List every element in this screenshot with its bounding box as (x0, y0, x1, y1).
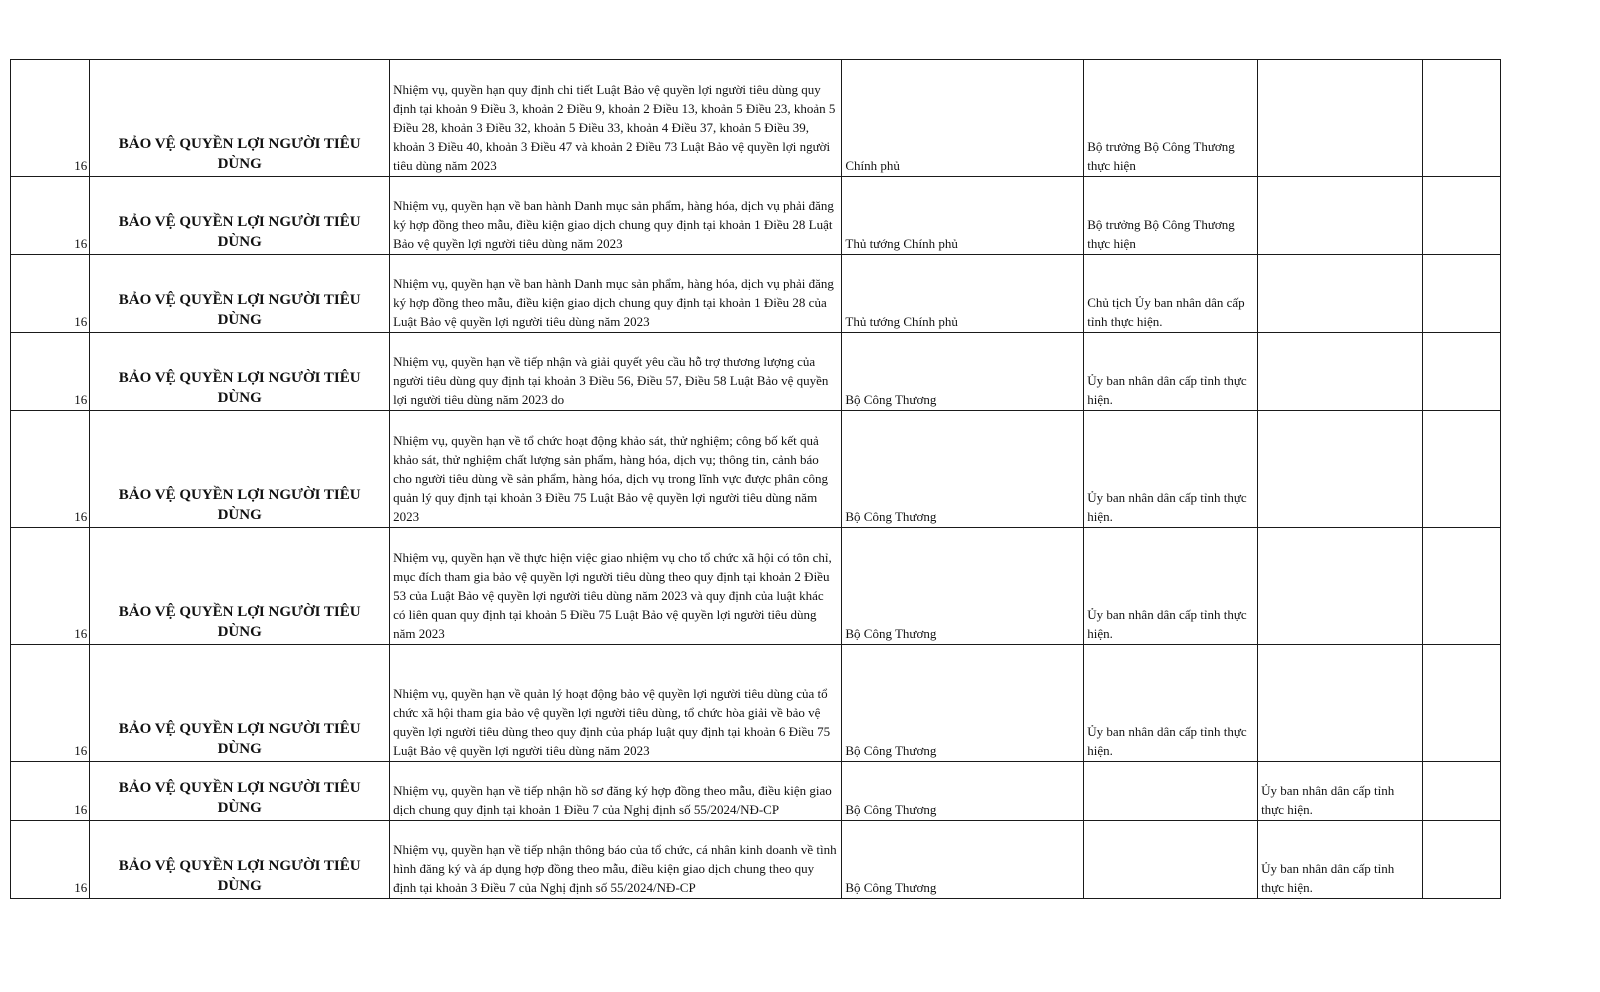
row-number: 16 (11, 528, 90, 645)
row-number: 16 (11, 645, 90, 762)
row-number: 16 (11, 60, 90, 177)
field-name: BẢO VỆ QUYỀN LỢI NGƯỜI TIÊU DÙNG (90, 177, 390, 255)
other-authority (1258, 60, 1423, 177)
field-name: BẢO VỆ QUYỀN LỢI NGƯỜI TIÊU DÙNG (90, 255, 390, 333)
new-authority: Bộ trưởng Bộ Công Thương thực hiện (1084, 60, 1258, 177)
document-table (10, 59, 1501, 899)
row-number: 16 (11, 411, 90, 528)
new-authority: Ủy ban nhân dân cấp tỉnh thực hiện. (1084, 528, 1258, 645)
new-authority: Ủy ban nhân dân cấp tỉnh thực hiện. (1084, 411, 1258, 528)
current-authority: Thủ tướng Chính phủ (842, 255, 1084, 333)
current-authority: Chính phủ (842, 60, 1084, 177)
other-authority (1258, 333, 1423, 411)
other-authority: Ủy ban nhân dân cấp tỉnh thực hiện. (1258, 762, 1423, 821)
table-row (11, 762, 1501, 821)
field-name: BẢO VỆ QUYỀN LỢI NGƯỜI TIÊU DÙNG (90, 762, 390, 821)
other-authority (1258, 645, 1423, 762)
task-description: Nhiệm vụ, quyền hạn về tiếp nhận và giải quyết yêu cầu hỗ trợ thương lượng của người tiêu dùng quy định tại khoản 3 Điều 56, Điều 57, Điều 58 Luật Bảo vệ quyền lợi người tiêu dùng năm 2023 do (390, 333, 842, 411)
note-cell (1422, 177, 1500, 255)
table-row (11, 255, 1501, 333)
note-cell (1422, 411, 1500, 528)
current-authority: Thủ tướng Chính phủ (842, 177, 1084, 255)
other-authority (1258, 177, 1423, 255)
row-number: 16 (11, 821, 90, 899)
current-authority: Bộ Công Thương (842, 528, 1084, 645)
row-number: 16 (11, 177, 90, 255)
table-row (11, 177, 1501, 255)
field-name: BẢO VỆ QUYỀN LỢI NGƯỜI TIÊU DÙNG (90, 411, 390, 528)
task-description: Nhiệm vụ, quyền hạn về tổ chức hoạt động khảo sát, thử nghiệm; công bố kết quả khảo sát, thử nghiệm chất lượng sản phẩm, hàng hóa, dịch vụ; thông tin, cảnh báo cho người tiêu dùng về sản phẩm, hàng hóa, dịch vụ trong lĩnh vực được phân công quản lý quy định tại khoản 3 Điều 75 Luật Bảo vệ quyền lợi người tiêu dùng năm 2023 (390, 411, 842, 528)
field-name: BẢO VỆ QUYỀN LỢI NGƯỜI TIÊU DÙNG (90, 60, 390, 177)
task-description: Nhiệm vụ, quyền hạn về ban hành Danh mục sản phẩm, hàng hóa, dịch vụ phải đăng ký hợp đồng theo mẫu, điều kiện giao dịch chung quy định tại khoản 1 Điều 28 của Luật Bảo vệ quyền lợi người tiêu dùng năm 2023 (390, 255, 842, 333)
task-description: Nhiệm vụ, quyền hạn quy định chi tiết Luật Bảo vệ quyền lợi người tiêu dùng quy định tại khoản 9 Điều 3, khoản 2 Điều 9, khoản 2 Điều 13, khoản 5 Điều 23, khoản 5 Điều 28, khoản 3 Điều 32, khoản 5 Điều 33, khoản 4 Điều 37, khoản 5 Điều 39, khoản 3 Điều 40, khoản 3 Điều 47 và khoản 2 Điều 73 Luật Bảo vệ quyền lợi người tiêu dùng năm 2023 (390, 60, 842, 177)
new-authority: Ủy ban nhân dân cấp tỉnh thực hiện. (1084, 333, 1258, 411)
table-row (11, 333, 1501, 411)
task-description: Nhiệm vụ, quyền hạn về thực hiện việc giao nhiệm vụ cho tổ chức xã hội có tôn chỉ, mục đích tham gia bảo vệ quyền lợi người tiêu dùng theo quy định tại khoản 2 Điều 53 của Luật Bảo vệ quyền lợi người tiêu dùng năm 2023 và quy định của luật khác có liên quan quy định tại khoản 5 Điều 75 Luật Bảo vệ quyền lợi người tiêu dùng năm 2023 (390, 528, 842, 645)
row-number: 16 (11, 333, 90, 411)
note-cell (1422, 528, 1500, 645)
row-number: 16 (11, 762, 90, 821)
note-cell (1422, 255, 1500, 333)
row-number: 16 (11, 255, 90, 333)
other-authority (1258, 528, 1423, 645)
other-authority (1258, 255, 1423, 333)
new-authority: Chủ tịch Ủy ban nhân dân cấp tỉnh thực hiện. (1084, 255, 1258, 333)
new-authority (1084, 762, 1258, 821)
current-authority: Bộ Công Thương (842, 645, 1084, 762)
table-row (11, 821, 1501, 899)
table-row (11, 411, 1501, 528)
current-authority: Bộ Công Thương (842, 762, 1084, 821)
note-cell (1422, 333, 1500, 411)
other-authority: Ủy ban nhân dân cấp tỉnh thực hiện. (1258, 821, 1423, 899)
other-authority (1258, 411, 1423, 528)
field-name: BẢO VỆ QUYỀN LỢI NGƯỜI TIÊU DÙNG (90, 528, 390, 645)
current-authority: Bộ Công Thương (842, 821, 1084, 899)
current-authority: Bộ Công Thương (842, 411, 1084, 528)
new-authority (1084, 821, 1258, 899)
task-description: Nhiệm vụ, quyền hạn về tiếp nhận hồ sơ đăng ký hợp đồng theo mẫu, điều kiện giao dịch chung quy định tại khoản 1 Điều 7 của Nghị định số 55/2024/NĐ-CP (390, 762, 842, 821)
note-cell (1422, 821, 1500, 899)
field-name: BẢO VỆ QUYỀN LỢI NGƯỜI TIÊU DÙNG (90, 333, 390, 411)
task-description: Nhiệm vụ, quyền hạn về ban hành Danh mục sản phẩm, hàng hóa, dịch vụ phải đăng ký hợp đồng theo mẫu, điều kiện giao dịch chung quy định tại khoản 1 Điều 28 Luật Bảo vệ quyền lợi người tiêu dùng năm 2023 (390, 177, 842, 255)
field-name: BẢO VỆ QUYỀN LỢI NGƯỜI TIÊU DÙNG (90, 821, 390, 899)
current-authority: Bộ Công Thương (842, 333, 1084, 411)
new-authority: Ủy ban nhân dân cấp tỉnh thực hiện. (1084, 645, 1258, 762)
note-cell (1422, 60, 1500, 177)
note-cell (1422, 762, 1500, 821)
note-cell (1422, 645, 1500, 762)
task-description: Nhiệm vụ, quyền hạn về quản lý hoạt động bảo vệ quyền lợi người tiêu dùng của tổ chức xã hội tham gia bảo vệ quyền lợi người tiêu dùng, tổ chức hòa giải về bảo vệ quyền lợi người tiêu dùng theo quy định của pháp luật quy định tại khoản 6 Điều 75 Luật Bảo vệ quyền lợi người tiêu dùng năm 2023 (390, 645, 842, 762)
table-row (11, 645, 1501, 762)
new-authority: Bộ trưởng Bộ Công Thương thực hiện (1084, 177, 1258, 255)
table-row (11, 528, 1501, 645)
table-row (11, 60, 1501, 177)
task-description: Nhiệm vụ, quyền hạn về tiếp nhận thông báo của tổ chức, cá nhân kinh doanh về tình hình đăng ký và áp dụng hợp đồng theo mẫu, điều kiện giao dịch chung theo quy định tại khoản 3 Điều 7 của Nghị định số 55/2024/NĐ-CP (390, 821, 842, 899)
field-name: BẢO VỆ QUYỀN LỢI NGƯỜI TIÊU DÙNG (90, 645, 390, 762)
